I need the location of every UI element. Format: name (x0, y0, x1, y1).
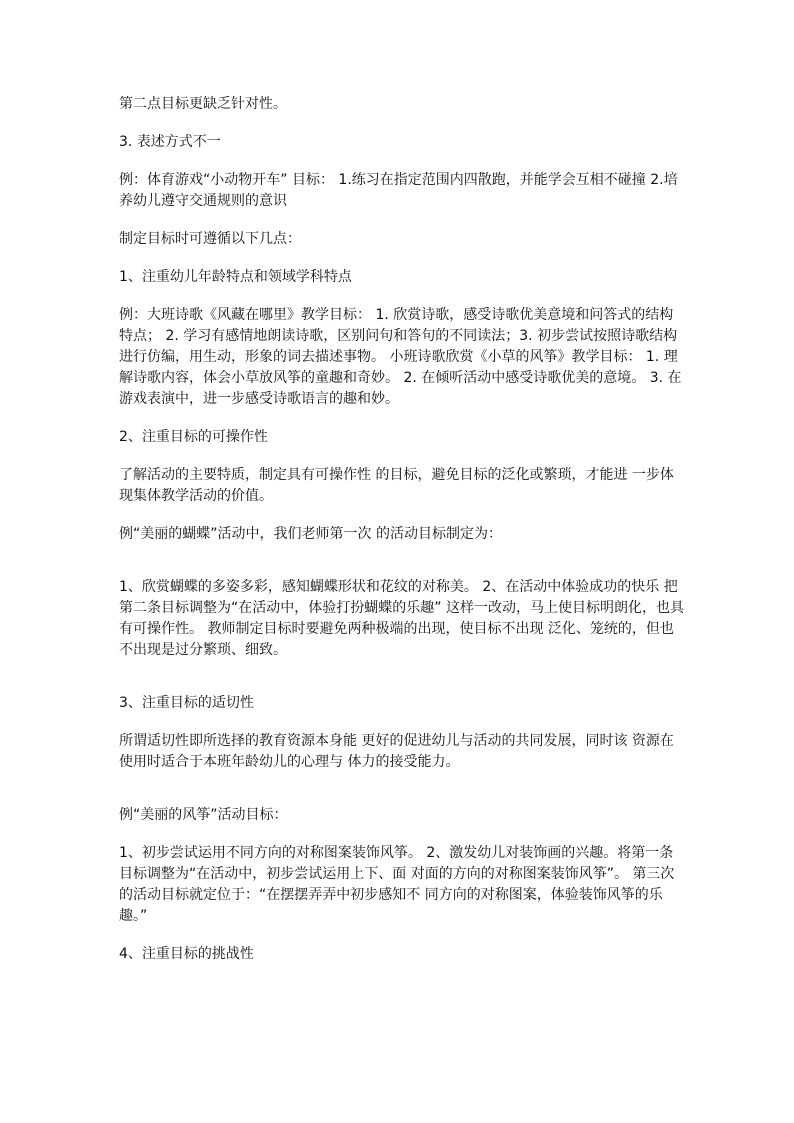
example-butterfly-goals: 1、欣赏蝴蝶的多姿多彩，感知蝴蝶形状和花纹的对称美。 2、在活动中体验成功的快乐 把第二条目标调整为“在活动中，体验打扮蝴蝶的乐趣” 这样一改动，马上使目标明朗化，也具有可操作性。 教师制定目标时要避免两种极端的出现，使目标不出现 泛化、笼统的，但也不出现是过分繁琐、细致。 (119, 579, 684, 658)
document-page (119, 94, 687, 982)
example-kite-goals: 1、初步尝试运用不同方向的对称图案装饰风筝。 2、激发幼儿对装饰画的兴趣。将第一条目标调整为“在活动中，初步尝试运用上下、面 对面的方向的对称图案装饰风筝”。 第三次的活动目标就定位于：“在摆摆弄弄中初步感知不 同方向的对称图案，体验装饰风筝的乐趣。” (119, 845, 675, 924)
paragraph-1: 第二点目标更缺乏针对性。 (119, 96, 287, 112)
guideline-heading-4: 4、注重目标的挑战性 (119, 946, 254, 962)
example-traffic-game: 例：体育游戏“小动物开车” 目标： 1.练习在指定范围内四散跑，并能学会互相不碰撞 2.培养幼儿遵守交通规则的意识 (119, 172, 678, 209)
guideline-heading-1: 1、注重幼儿年龄特点和领域学科特点 (119, 269, 352, 285)
guideline-heading-2: 2、注重目标的可操作性 (119, 429, 268, 445)
example-poetry-goals: 例：大班诗歌《风藏在哪里》教学目标： 1. 欣赏诗歌，感受诗歌优美意境和问答式的结构特点； 2. 学习有感情地朗读诗歌，区别问句和答句的不同读法；3. 初步尝试按照诗歌结构进行仿编，用生动，形象的词去描述事物。 小班诗歌欣赏《小草的风筝》教学目标： 1. 理解诗歌内容，体会小草放风筝的童趣和奇妙。 2. 在倾听活动中感受诗歌优美的意境。 3. 在游戏表演中，进一步感受诗歌语言的趣和妙。 (119, 307, 682, 407)
section-heading-3: 3. 表述方式不一 (119, 134, 221, 150)
example-butterfly-intro: 例“美丽的蝴蝶”活动中，我们老师第一次 的活动目标制定为： (119, 526, 502, 542)
paragraph-suitability: 所谓适切性即所选择的教育资源本身能 更好的促进幼儿与活动的共同发展，同时该 资源在使用时适合于本班年龄幼儿的心理与 体力的接受能力。 (119, 733, 674, 770)
paragraph-guidelines-intro: 制定目标时可遵循以下几点： (119, 231, 301, 247)
example-kite-intro: 例“美丽的风筝”活动目标： (119, 807, 288, 823)
guideline-heading-3: 3、注重目标的适切性 (119, 695, 254, 711)
paragraph-operability: 了解活动的主要特质，制定具有可操作性 的目标，避免目标的泛化或繁琐，才能进 一步体现集体教学活动的价值。 (119, 467, 674, 504)
